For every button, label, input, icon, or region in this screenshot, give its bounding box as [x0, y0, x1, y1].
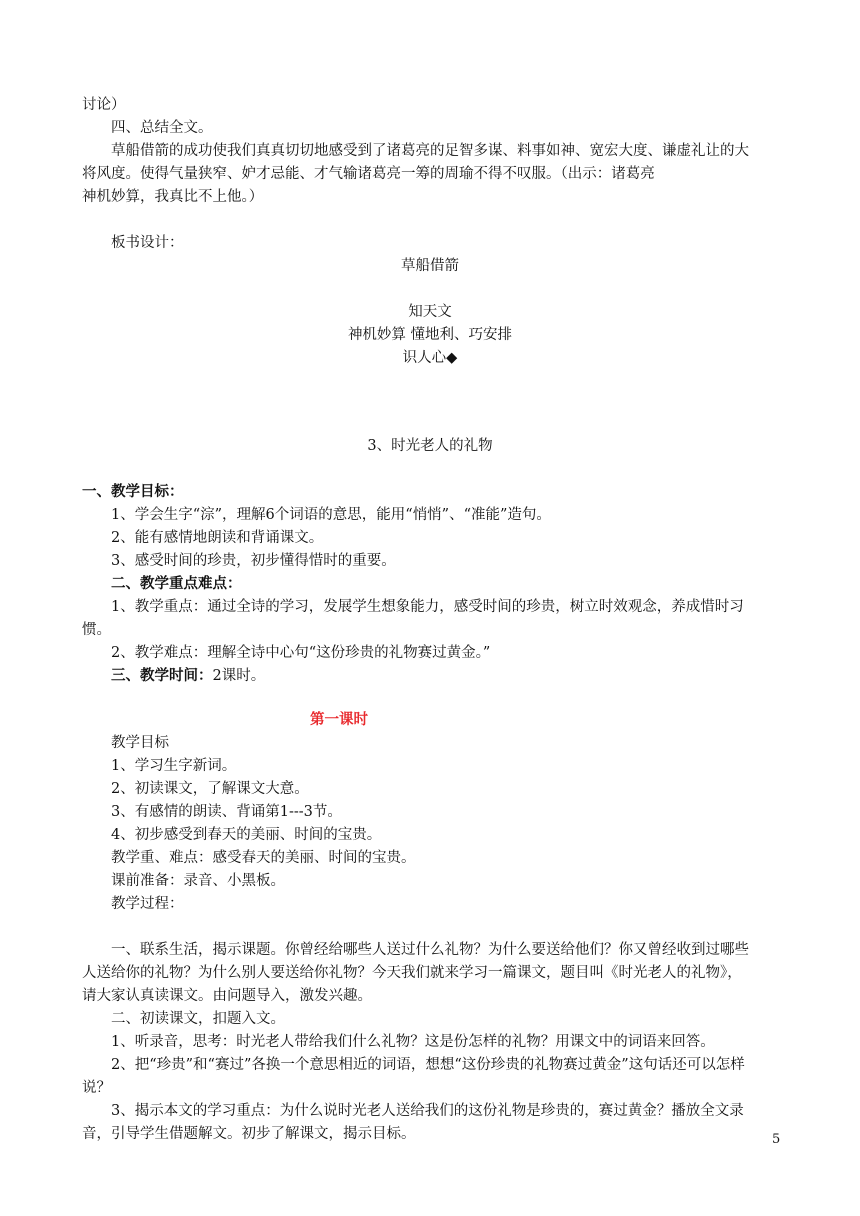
- board-design-title: 草船借箭: [401, 258, 459, 274]
- board-design-line: 识人心◆: [402, 350, 458, 366]
- page-number: 5: [772, 1132, 781, 1147]
- key-points-text: 教学重、难点：感受春天的美丽、时间的宝贵。: [111, 850, 416, 866]
- section-heading-goals: 一、教学目标：: [82, 483, 184, 500]
- paragraph-line: 神机妙算，我真比不上他。）: [82, 189, 264, 205]
- list-item: 3、揭示本文的学习重点：为什么说时光老人送给我们的这份礼物是珍贵的，赛过黄金？播放全文录: [111, 1103, 744, 1119]
- time-value: 2课时。: [212, 668, 266, 684]
- list-item: 1、学习生字新词。: [111, 758, 237, 774]
- preparation-text: 课前准备：录音、小黑板。: [111, 873, 285, 889]
- paragraph-line: 将风度。使得气量狭窄、妒才忌能、才气输诸葛亮一筹的周瑜不得不叹服。（出示：诸葛亮: [82, 166, 655, 182]
- time-label: 三、教学时间：: [111, 667, 213, 684]
- goals-label: 教学目标: [111, 735, 169, 751]
- list-item: 3、感受时间的珍贵，初步懂得惜时的重要。: [111, 553, 396, 569]
- list-item-continuation: 说？: [82, 1080, 111, 1096]
- paragraph-line: 一、联系生活，揭示课题。你曾经给哪些人送过什么礼物？为什么要送给他们？你又曾经收到过哪些: [111, 942, 749, 958]
- list-item: 1、教学重点：通过全诗的学习，发展学生想象能力，感受时间的珍贵，树立时效观念，养成惜时习: [111, 599, 744, 615]
- list-item: 4、初步感受到春天的美丽、时间的宝贵。: [111, 827, 382, 843]
- list-item: 2、教学难点：理解全诗中心句“这份珍贵的礼物赛过黄金。”: [111, 645, 491, 661]
- lesson-title: 3、时光老人的礼物: [367, 438, 493, 454]
- list-item: 2、能有感情地朗读和背诵课文。: [111, 530, 324, 546]
- board-design-label: 板书设计：: [111, 235, 184, 251]
- step-heading: 二、初读课文，扣题入文。: [111, 1011, 285, 1027]
- list-item: 2、初读课文，了解课文大意。: [111, 781, 309, 797]
- paragraph-line: 草船借箭的成功使我们真真切切地感受到了诸葛亮的足智多谋、料事如神、宽宏大度、谦虚礼让的大: [111, 143, 749, 159]
- list-item-continuation: 惯。: [82, 622, 111, 638]
- list-item: 1、学会生字“淙”，理解6个词语的意思，能用“悄悄”、“准能”造句。: [111, 507, 551, 523]
- list-item: 1、听录音，思考：时光老人带给我们什么礼物？这是份怎样的礼物？用课文中的词语来回答。: [111, 1034, 715, 1050]
- list-item: 3、有感情的朗读、背诵第1---3节。: [111, 804, 342, 820]
- paragraph-line: 请大家认真读课文。由问题导入，激发兴趣。: [82, 988, 372, 1004]
- list-item: 2、把“珍贵”和“赛过”各换一个意思相近的词语，想想“这份珍贵的礼物赛过黄金”这句话还可以怎样: [111, 1057, 745, 1073]
- period-heading: 第一课时: [310, 711, 368, 728]
- section-heading-key-points: 二、教学重点难点：: [111, 575, 242, 592]
- list-item-continuation: 音，引导学生借题解文。初步了解课文，揭示目标。: [82, 1126, 416, 1142]
- section-heading-time: [111, 667, 265, 685]
- section-heading-summary: 四、总结全文。: [111, 120, 213, 136]
- board-design-line: 神机妙算 懂地利、巧安排: [347, 327, 513, 343]
- text-line: 讨论）: [82, 97, 126, 113]
- board-design-line: 知天文: [408, 304, 452, 320]
- process-label: 教学过程：: [111, 896, 184, 912]
- paragraph-line: 人送给你的礼物？为什么别人要送给你礼物？今天我们就来学习一篇课文，题目叫《时光老人的礼物》，: [82, 965, 742, 981]
